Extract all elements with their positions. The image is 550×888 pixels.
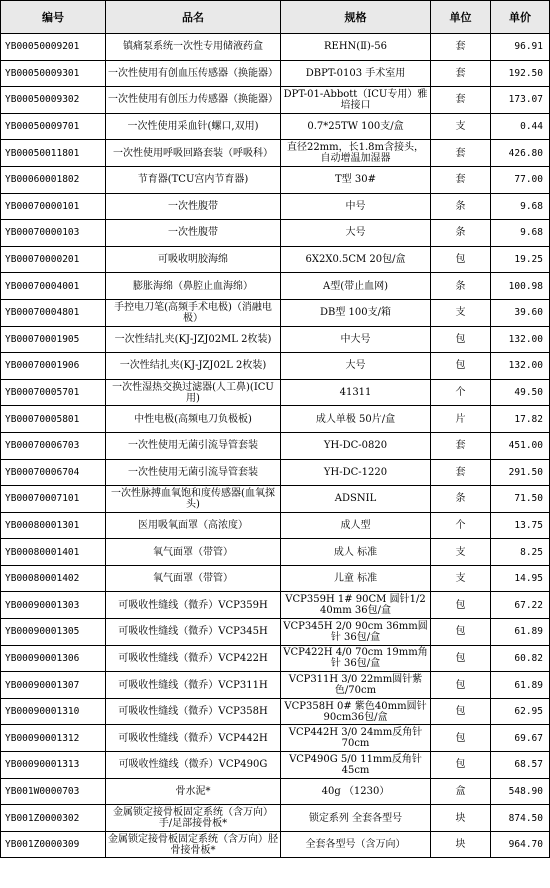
table-row <box>1 34 550 61</box>
code-cell: YB00070006704 <box>1 459 106 486</box>
unit-cell: 包 <box>431 752 491 779</box>
price-cell: 62.95 <box>491 698 550 725</box>
unit-cell: 套 <box>431 459 491 486</box>
unit-cell: 包 <box>431 645 491 672</box>
unit-cell: 套 <box>431 140 491 167</box>
name-cell: 中性电极(高频电刀负极板) <box>106 406 281 433</box>
name-cell: 一次性结扎夹(KJ-JZJ02ML 2枚装) <box>106 326 281 353</box>
unit-cell: 个 <box>431 512 491 539</box>
table-row <box>1 565 550 592</box>
code-cell: YB00050009302 <box>1 87 106 114</box>
header-row <box>1 1 550 34</box>
header-price: 单价 <box>491 1 550 34</box>
header-spec: 规格 <box>281 1 431 34</box>
spec-cell: YH-DC-1220 <box>281 459 431 486</box>
table-row <box>1 698 550 725</box>
spec-cell: REHN(Ⅱ)-56 <box>281 34 431 61</box>
price-cell: 964.70 <box>491 831 550 858</box>
name-cell: 一次性使用无菌引流导管套装 <box>106 432 281 459</box>
name-cell: 可吸收性缝线（微乔）VCP490G <box>106 752 281 779</box>
name-cell: 手控电刀笔(高频手术电极)（消融电极） <box>106 299 281 326</box>
code-cell: YB00050009701 <box>1 113 106 140</box>
spec-cell: 全套各型号（含万向） <box>281 831 431 858</box>
spec-cell: 锁定系列 全套各型号 <box>281 805 431 832</box>
price-cell: 19.25 <box>491 246 550 273</box>
code-cell: YB00090001306 <box>1 645 106 672</box>
name-cell: 一次性湿热交换过滤器(人工鼻)(ICU用) <box>106 379 281 406</box>
code-cell: YB00070004801 <box>1 299 106 326</box>
spec-cell: 6X2X0.5CM 20包/盒 <box>281 246 431 273</box>
name-cell: 可吸收性缝线（微乔）VCP345H <box>106 619 281 646</box>
code-cell: YB00090001312 <box>1 725 106 752</box>
code-cell: YB00070005801 <box>1 406 106 433</box>
table-row <box>1 87 550 114</box>
spec-cell: DB型 100支/箱 <box>281 299 431 326</box>
code-cell: YB001W0000703 <box>1 778 106 805</box>
unit-cell: 片 <box>431 406 491 433</box>
name-cell: 金属锁定接骨板固定系统（含万向）胫骨接骨板* <box>106 831 281 858</box>
code-cell: YB00080001402 <box>1 565 106 592</box>
code-cell: YB00080001401 <box>1 539 106 566</box>
name-cell: 一次性使用有创血压传感器（换能器） <box>106 60 281 87</box>
unit-cell: 包 <box>431 672 491 699</box>
price-cell: 132.00 <box>491 326 550 353</box>
spec-cell: VCP345H 2/0 90cm 36mm圆针 36包/盒 <box>281 619 431 646</box>
code-cell: YB00070006703 <box>1 432 106 459</box>
unit-cell: 包 <box>431 619 491 646</box>
unit-cell: 包 <box>431 246 491 273</box>
unit-cell: 块 <box>431 831 491 858</box>
spec-cell: VCP442H 3/0 24mm反角针 70cm <box>281 725 431 752</box>
spec-cell: A型(带止血网) <box>281 273 431 300</box>
price-cell: 96.91 <box>491 34 550 61</box>
spec-cell: ADSNIL <box>281 486 431 513</box>
price-cell: 39.60 <box>491 299 550 326</box>
spec-cell: YH-DC-0820 <box>281 432 431 459</box>
table-row <box>1 299 550 326</box>
price-cell: 874.50 <box>491 805 550 832</box>
code-cell: YB00050011801 <box>1 140 106 167</box>
spec-cell: 成人单极 50片/盒 <box>281 406 431 433</box>
code-cell: YB00070001906 <box>1 353 106 380</box>
code-cell: YB00070000201 <box>1 246 106 273</box>
price-cell: 13.75 <box>491 512 550 539</box>
unit-cell: 套 <box>431 166 491 193</box>
price-cell: 14.95 <box>491 565 550 592</box>
name-cell: 可吸收性缝线（微乔）VCP422H <box>106 645 281 672</box>
spec-cell: 40g （1230） <box>281 778 431 805</box>
price-cell: 8.25 <box>491 539 550 566</box>
price-cell: 61.89 <box>491 672 550 699</box>
price-cell: 69.67 <box>491 725 550 752</box>
table-row <box>1 645 550 672</box>
price-cell: 77.00 <box>491 166 550 193</box>
price-cell: 9.68 <box>491 220 550 247</box>
code-cell: YB00090001310 <box>1 698 106 725</box>
code-cell: YB00060001802 <box>1 166 106 193</box>
price-cell: 71.50 <box>491 486 550 513</box>
table-row <box>1 512 550 539</box>
table-row <box>1 193 550 220</box>
spec-cell: 中大号 <box>281 326 431 353</box>
unit-cell: 套 <box>431 60 491 87</box>
table-row <box>1 805 550 832</box>
table-row <box>1 486 550 513</box>
spec-cell: 0.7*25TW 100支/盒 <box>281 113 431 140</box>
spec-cell: VCP358H 0# 紫色40mm圆针 90cm36包/盒 <box>281 698 431 725</box>
name-cell: 可吸收性缝线（微乔）VCP442H <box>106 725 281 752</box>
spec-cell: T型 30# <box>281 166 431 193</box>
name-cell: 节育器(TCU宫内节育器) <box>106 166 281 193</box>
table-row <box>1 353 550 380</box>
name-cell: 一次性结扎夹(KJ-JZJ02L 2枚装) <box>106 353 281 380</box>
code-cell: YB00050009301 <box>1 60 106 87</box>
name-cell: 氧气面罩（带管） <box>106 539 281 566</box>
name-cell: 可吸收性缝线（微乔）VCP358H <box>106 698 281 725</box>
table-row <box>1 220 550 247</box>
table-row <box>1 725 550 752</box>
unit-cell: 包 <box>431 725 491 752</box>
unit-cell: 套 <box>431 87 491 114</box>
name-cell: 氧气面罩（带管） <box>106 565 281 592</box>
table-row <box>1 113 550 140</box>
header-name: 品名 <box>106 1 281 34</box>
header-code: 编号 <box>1 1 106 34</box>
unit-cell: 盒 <box>431 778 491 805</box>
unit-cell: 条 <box>431 273 491 300</box>
spec-cell: 大号 <box>281 353 431 380</box>
price-cell: 67.22 <box>491 592 550 619</box>
code-cell: YB00070000103 <box>1 220 106 247</box>
unit-cell: 条 <box>431 220 491 247</box>
table-row <box>1 246 550 273</box>
header-unit: 单位 <box>431 1 491 34</box>
spec-cell: 大号 <box>281 220 431 247</box>
unit-cell: 个 <box>431 379 491 406</box>
price-cell: 192.50 <box>491 60 550 87</box>
spec-cell: 中号 <box>281 193 431 220</box>
price-cell: 9.68 <box>491 193 550 220</box>
name-cell: 一次性使用有创压力传感器（换能器） <box>106 87 281 114</box>
code-cell: YB00090001307 <box>1 672 106 699</box>
table-row <box>1 592 550 619</box>
unit-cell: 包 <box>431 353 491 380</box>
price-cell: 426.80 <box>491 140 550 167</box>
name-cell: 可吸收性缝线（微乔）VCP359H <box>106 592 281 619</box>
table-row <box>1 326 550 353</box>
name-cell: 一次性使用呼吸回路套装（呼吸科） <box>106 140 281 167</box>
unit-cell: 包 <box>431 592 491 619</box>
price-cell: 291.50 <box>491 459 550 486</box>
price-cell: 173.07 <box>491 87 550 114</box>
table-row <box>1 432 550 459</box>
code-cell: YB00070000101 <box>1 193 106 220</box>
name-cell: 骨水泥* <box>106 778 281 805</box>
name-cell: 一次性使用无菌引流导管套装 <box>106 459 281 486</box>
spec-cell: VCP422H 4/0 70cm 19mm角针 36包/盒 <box>281 645 431 672</box>
code-cell: YB001Z0000309 <box>1 831 106 858</box>
name-cell: 膨胀海绵（鼻腔止血海绵） <box>106 273 281 300</box>
code-cell: YB00090001313 <box>1 752 106 779</box>
code-cell: YB00080001301 <box>1 512 106 539</box>
name-cell: 医用吸氧面罩（高浓度） <box>106 512 281 539</box>
name-cell: 镇痛泵系统一次性专用储液药盒 <box>106 34 281 61</box>
price-cell: 60.82 <box>491 645 550 672</box>
code-cell: YB00070001905 <box>1 326 106 353</box>
name-cell: 一次性脉搏血氧饱和度传感器(血氧探头) <box>106 486 281 513</box>
unit-cell: 条 <box>431 486 491 513</box>
unit-cell: 包 <box>431 326 491 353</box>
table-row <box>1 140 550 167</box>
table-row <box>1 672 550 699</box>
table-row <box>1 60 550 87</box>
table-row <box>1 619 550 646</box>
spec-cell: 成人 标准 <box>281 539 431 566</box>
spec-cell: VCP311H 3/0 22mm圆针紫色/70cm <box>281 672 431 699</box>
price-cell: 548.90 <box>491 778 550 805</box>
spec-cell: DPT-01-Abbott（ICU专用）雅培接口 <box>281 87 431 114</box>
spec-cell: 直径22mm，长1.8m含接头，自动增温加湿器 <box>281 140 431 167</box>
code-cell: YB00050009201 <box>1 34 106 61</box>
spec-cell: VCP359H 1# 90CM 圆针1/2 40mm 36包/盒 <box>281 592 431 619</box>
price-cell: 17.82 <box>491 406 550 433</box>
price-cell: 49.50 <box>491 379 550 406</box>
table-row <box>1 778 550 805</box>
price-cell: 132.00 <box>491 353 550 380</box>
table-row <box>1 406 550 433</box>
unit-cell: 条 <box>431 193 491 220</box>
unit-cell: 包 <box>431 698 491 725</box>
price-cell: 61.89 <box>491 619 550 646</box>
spec-cell: DBPT-0103 手术室用 <box>281 60 431 87</box>
price-cell: 0.44 <box>491 113 550 140</box>
code-cell: YB001Z0000302 <box>1 805 106 832</box>
code-cell: YB00090001303 <box>1 592 106 619</box>
unit-cell: 块 <box>431 805 491 832</box>
price-cell: 100.98 <box>491 273 550 300</box>
unit-cell: 套 <box>431 34 491 61</box>
spec-cell: 儿童 标准 <box>281 565 431 592</box>
name-cell: 可吸收性缝线（微乔）VCP311H <box>106 672 281 699</box>
table-row <box>1 459 550 486</box>
table-row <box>1 539 550 566</box>
code-cell: YB00070007101 <box>1 486 106 513</box>
name-cell: 一次性腹带 <box>106 220 281 247</box>
unit-cell: 支 <box>431 113 491 140</box>
price-cell: 68.57 <box>491 752 550 779</box>
unit-cell: 支 <box>431 299 491 326</box>
name-cell: 一次性使用采血针(螺口,双用) <box>106 113 281 140</box>
table-row <box>1 379 550 406</box>
unit-cell: 支 <box>431 565 491 592</box>
code-cell: YB00070004001 <box>1 273 106 300</box>
table-row <box>1 273 550 300</box>
spec-cell: VCP490G 5/0 11mm反角针 45cm <box>281 752 431 779</box>
name-cell: 金属锁定接骨板固定系统（含万向）手/足部接骨板* <box>106 805 281 832</box>
name-cell: 可吸收明胶海绵 <box>106 246 281 273</box>
code-cell: YB00090001305 <box>1 619 106 646</box>
spec-cell: 41311 <box>281 379 431 406</box>
unit-cell: 支 <box>431 539 491 566</box>
price-cell: 451.00 <box>491 432 550 459</box>
unit-cell: 套 <box>431 432 491 459</box>
spec-cell: 成人型 <box>281 512 431 539</box>
code-cell: YB00070005701 <box>1 379 106 406</box>
name-cell: 一次性腹带 <box>106 193 281 220</box>
table-row <box>1 166 550 193</box>
table-row <box>1 831 550 858</box>
table-body <box>1 34 550 858</box>
table-row <box>1 752 550 779</box>
